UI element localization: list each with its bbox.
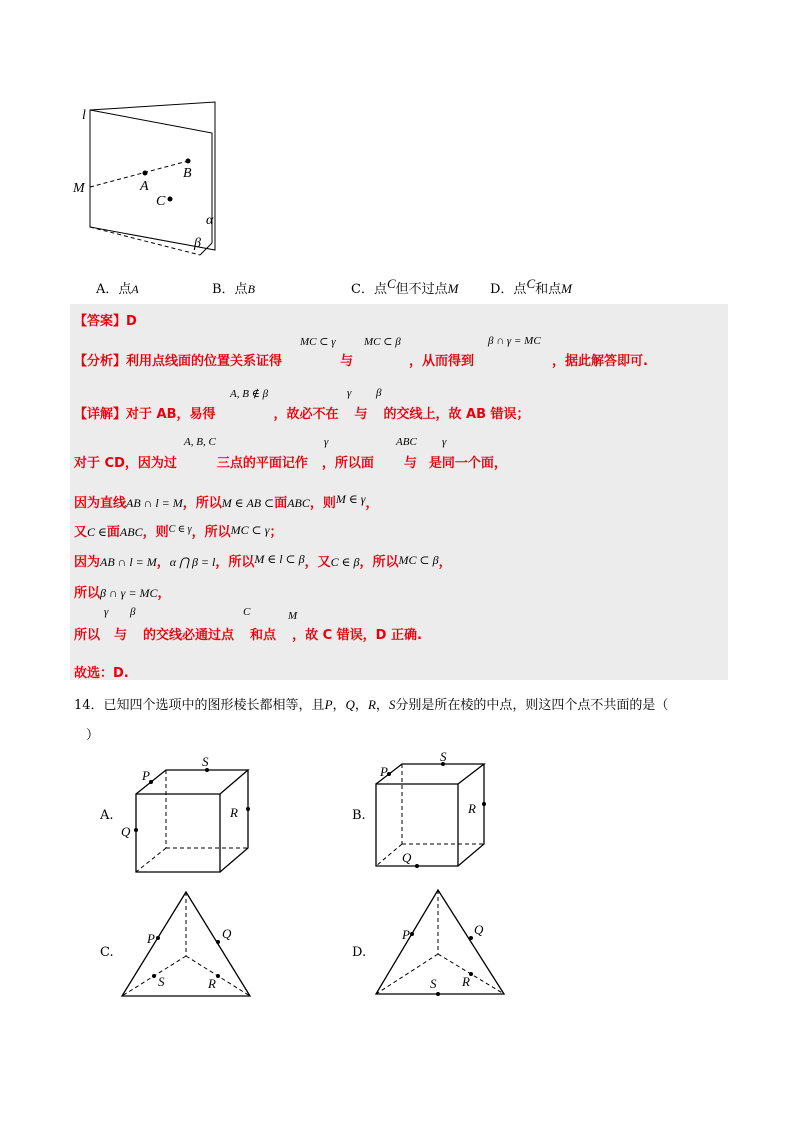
svg-text:P: P [380,764,388,779]
point-q-c [216,940,220,944]
final-answer: 故选：D. [74,666,129,681]
math-beta-gamma: β ∩ γ = MC [488,335,541,347]
proof-line-5: 所以 与 的交线必通过点 和点 ，故 C 错误，D 正确. [74,628,422,643]
detail-line: 【详解】对于 AB，易得 ，故必不在 与 的交线上，故 AB 错误； [74,407,530,422]
option-c[interactable]: C．点C但不过点M [351,276,459,297]
option-a[interactable]: A．点A [96,282,139,297]
cube-figure-a [118,752,258,877]
svg-text:P: P [402,927,410,942]
math-gamma-4: γ [104,606,109,618]
math-beta: β [376,387,382,399]
svg-text:Q: Q [121,824,131,839]
option-b[interactable]: B．点B [212,282,255,297]
svg-text:P: P [142,768,150,783]
proof-line-4: 所以β ∩ γ = MC， [74,586,171,601]
point-r [246,807,250,811]
option-d[interactable]: D．点C和点M [490,276,572,297]
label-c: C [156,194,166,209]
fig-option-b-label[interactable]: B. [352,808,366,823]
svg-text:R: R [468,801,476,816]
question-14: 14．已知四个选项中的图形棱长都相等，且P，Q，R，S分别是所在棱的中点，则这四个点不共面的是（ [74,697,669,713]
math-gamma-3: γ [442,436,447,448]
point-q [134,828,138,832]
cube-figure-b [360,752,500,877]
label-a: A [140,179,149,194]
plane-beta-edge [90,102,215,250]
math-gamma-2: γ [324,436,329,448]
point-c [168,197,173,202]
question-14-close: ） [86,728,100,743]
proof-line-2: 又C ∈面ABC，则$^{C \in \gamma}$，所以MC ⊂ γ； [74,523,283,540]
point-a [143,171,148,176]
fig-option-a-label[interactable]: A. [100,808,114,823]
label-m: M [73,181,85,196]
math-c: C [243,606,251,618]
fig-option-d-label[interactable]: D. [352,945,367,960]
math-gamma: γ [347,387,352,399]
math-mc-gamma: MC ⊂ γ [300,336,336,348]
cd-line: 对于 CD，因为过 三点的平面记作 ，所以面 与 是同一个面， [74,456,507,471]
svg-text:Q: Q [474,922,484,937]
svg-text:Q: Q [402,850,412,865]
point-b [186,159,191,164]
svg-text:R: R [462,974,470,989]
planes-figure [70,95,230,265]
proof-line-1: 因为直线AB ∩ l = M，所以M ∈ AB ⊂面ABC，则M ∈ γ， [74,492,379,511]
point-p-c [156,936,160,940]
math-mc-beta: MC ⊂ β [364,336,401,348]
svg-text:Q: Q [222,926,232,941]
svg-text:S: S [158,974,165,989]
plane-alpha-edge [90,110,212,243]
point-q-d [469,936,473,940]
math-abc: ABC [396,436,417,448]
svg-text:P: P [147,931,155,946]
point-r-c [216,974,220,978]
svg-text:S: S [202,754,209,769]
math-m: M [288,610,298,622]
label-alpha: α [206,213,214,228]
point-s-d [436,992,440,996]
point-p-d [410,932,414,936]
fig-option-c-label[interactable]: C. [100,945,114,960]
label-b: B [183,166,192,181]
proof-line-3: 因为AB ∩ l = M，α ⋂ β = l，所以M ∈ l ⊂ β，又C ∈ β，所以MC ⊂ β， [74,552,452,570]
point-q-b [415,864,419,868]
point-s-c [152,974,156,978]
svg-text:S: S [440,752,447,764]
tetrahedron-figure-d [372,884,512,1002]
label-beta: β [194,236,201,251]
point-r-b [482,802,486,806]
math-ab-notin-beta: A, B ∉ β [230,388,269,400]
analysis-line: 【分析】利用点线面的位置关系证得 与 ，从而得到 ，据此解答即可. [74,354,648,369]
tetrahedron-figure-c [118,886,258,1004]
answer-line: 【答案】D [74,314,137,329]
svg-text:S: S [430,976,437,991]
math-abc-points: A, B, C [184,436,216,448]
svg-text:R: R [208,976,216,991]
math-beta-2: β [130,606,136,618]
svg-text:R: R [230,805,238,820]
label-l: l [82,108,86,123]
